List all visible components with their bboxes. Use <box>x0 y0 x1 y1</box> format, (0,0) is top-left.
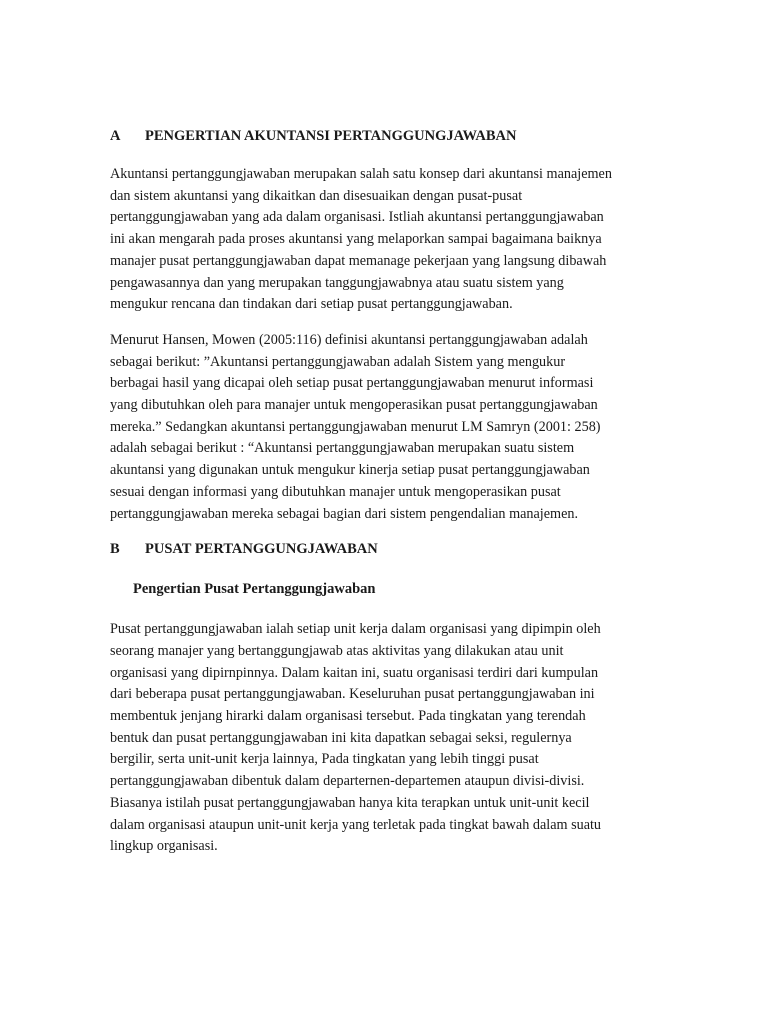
paragraph-line: pertanggungjawaban yang ada dalam organisasi. Istliah akuntansi pertanggungjawaban <box>110 209 604 226</box>
section-b-letter: B <box>110 541 120 558</box>
paragraph-line: seorang manajer yang bertanggungjawab atas aktivitas yang dilakukan atau unit <box>110 642 564 659</box>
paragraph-line: ini akan mengarah pada proses akuntansi yang melaporkan sampai bagaimana baiknya <box>110 231 602 248</box>
paragraph-line: manajer pusat pertanggungjawaban dapat memanage pekerjaan yang langsung dibawah <box>110 252 607 269</box>
section-a-paragraph-1 <box>110 164 660 316</box>
paragraph-line: pertanggungjawaban mereka sebagai bagian dari sistem pengendalian manajemen. <box>110 505 579 522</box>
section-b-subheading: Pengertian Pusat Pertanggungjawaban <box>133 581 376 598</box>
section-a-letter: A <box>110 128 121 144</box>
paragraph-line: dalam organisasi ataupun unit-unit kerja yang terletak pada tingkat bawah dalam suatu <box>110 816 602 833</box>
document-page <box>110 118 660 872</box>
section-b-title: PUSAT PERTANGGUNGJAWABAN <box>145 541 378 558</box>
paragraph-line: mengukur rencana dan tindakan dari setiap pusat pertanggungjawaban. <box>110 296 513 313</box>
paragraph-line: Pusat pertanggungjawaban ialah setiap unit kerja dalam organisasi yang dipimpin oleh <box>110 621 601 638</box>
paragraph-line: Akuntansi pertanggungjawaban merupakan salah satu konsep dari akuntansi manajemen <box>110 166 612 182</box>
section-a-paragraph-2 <box>110 330 660 525</box>
paragraph-line: lingkup organisasi. <box>110 838 218 855</box>
paragraph-line: bergilir, serta unit-unit kerja lainnya, Pada tingkatan yang lebih tinggi pusat <box>110 751 539 768</box>
paragraph-line: organisasi yang dipirnpinnya. Dalam kaitan ini, suatu organisasi terdiri dari kumpulan <box>110 664 599 681</box>
paragraph-line: berbagai hasil yang dicapai oleh setiap pusat pertanggungjawaban menurut informasi <box>110 375 594 392</box>
paragraph-line: sebagai berikut: ”Akuntansi pertanggungjawaban adalah Sistem yang mengukur <box>110 353 566 370</box>
paragraph-line: membentuk jenjang hirarki dalam organisasi tersebut. Pada tingkatan yang terendah <box>110 708 586 725</box>
paragraph-line: pertanggungjawaban dibentuk dalam departernen-departemen ataupun divisi-divisi. <box>110 773 585 790</box>
paragraph-line: bentuk dan pusat pertanggungjawaban ini kita dapatkan sebagai seksi, regulernya <box>110 729 572 746</box>
paragraph-line: Biasanya istilah pusat pertanggungjawaban hanya kita terapkan untuk unit-unit kecil <box>110 794 590 811</box>
paragraph-line: pengawasannya dan yang merupakan tanggungjawabnya atau suatu sistem yang <box>110 274 564 291</box>
section-b-heading <box>110 539 660 559</box>
paragraph-line: dan sistem akuntansi yang dikaitkan dan disesuaikan dengan pusat-pusat <box>110 187 523 204</box>
paragraph-line: adalah sebagai berikut : “Akuntansi pertanggungjawaban merupakan suatu sistem <box>110 440 575 457</box>
section-a-title: PENGERTIAN AKUNTANSI PERTANGGUNGJAWABAN <box>145 128 517 144</box>
section-b-paragraph-1 <box>110 619 660 858</box>
paragraph-line: mereka.” Sedangkan akuntansi pertanggungjawaban menurut LM Samryn (2001: 258) <box>110 418 601 435</box>
paragraph-line: sesuai dengan informasi yang dibutuhkan manajer untuk mengoperasikan pusat <box>110 483 561 500</box>
paragraph-line: Menurut Hansen, Mowen (2005:116) definisi akuntansi pertanggungjawaban adalah <box>110 331 588 348</box>
section-a-heading <box>110 126 660 146</box>
paragraph-line: dari beberapa pusat pertanggungjawaban. Keseluruhan pusat pertanggungjawaban ini <box>110 686 595 703</box>
paragraph-line: yang dibutuhkan oleh para manajer untuk mengoperasikan pusat pertanggungjawaban <box>110 397 598 414</box>
paragraph-line: akuntansi yang digunakan untuk mengukur kinerja setiap pusat pertanggungjawaban <box>110 462 590 479</box>
